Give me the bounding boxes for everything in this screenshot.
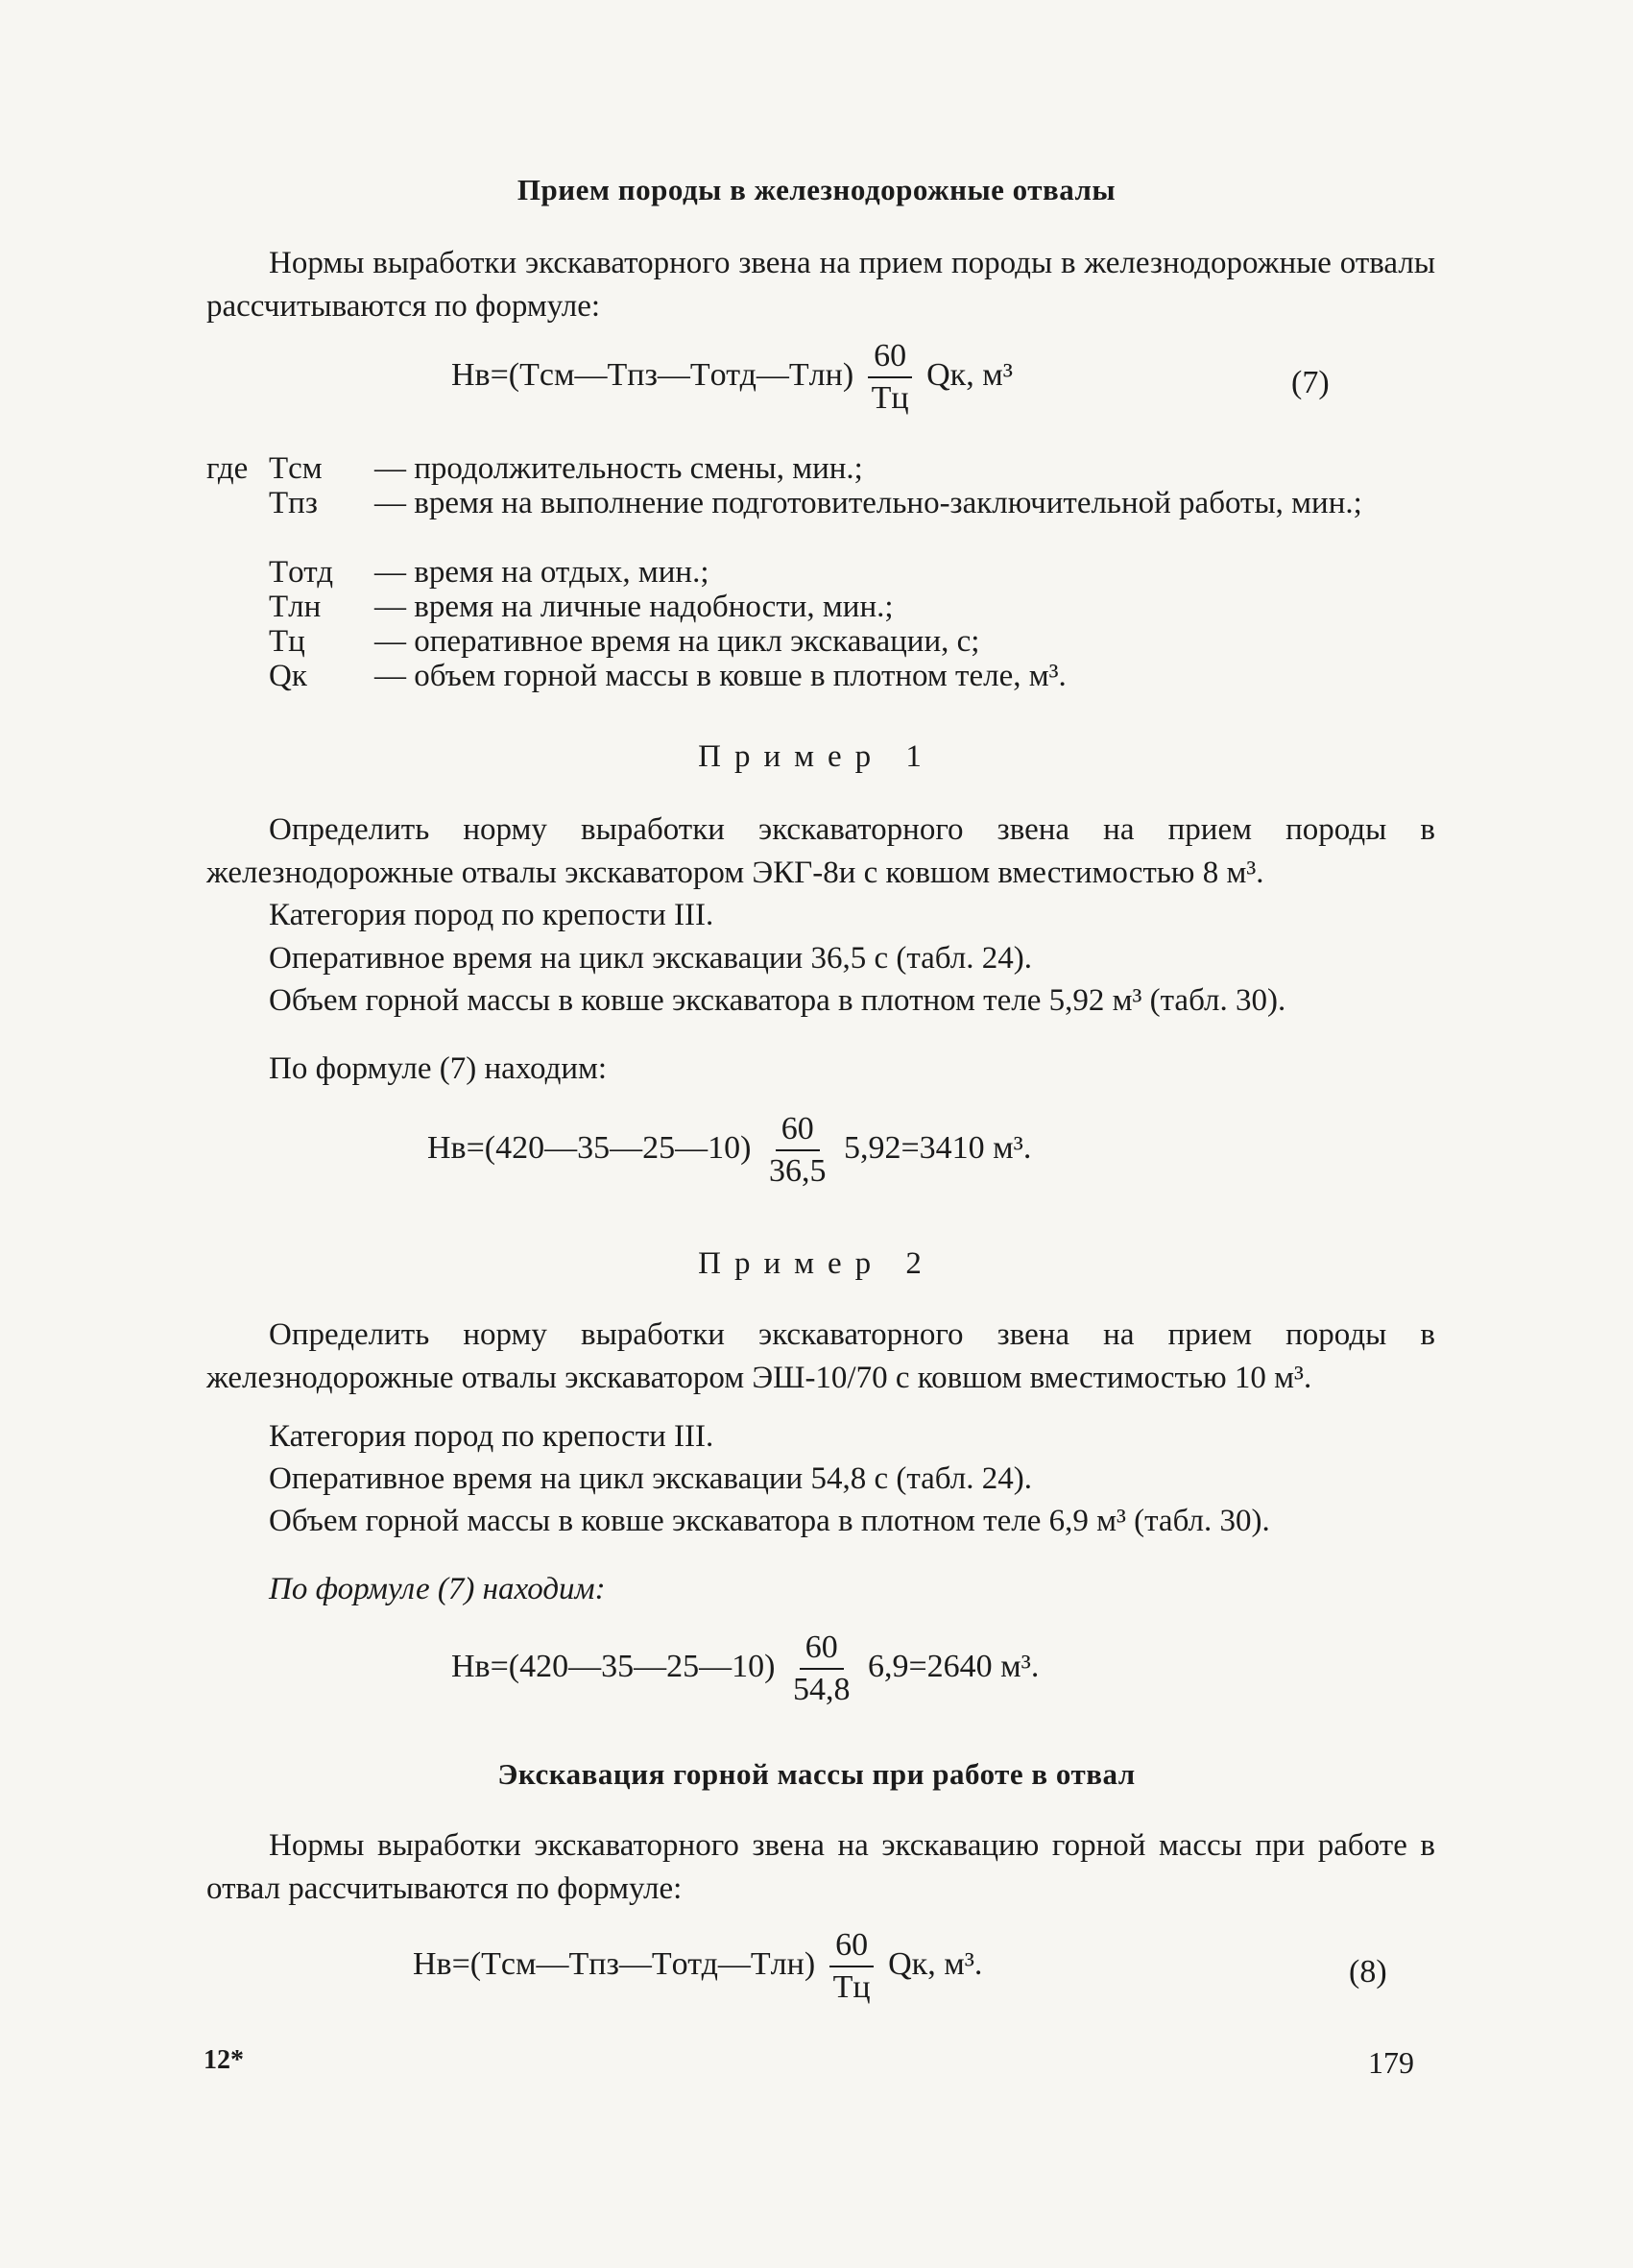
signature-mark: 12* bbox=[204, 2045, 244, 2075]
example-1-optime: Оперативное время на цикл экскавации 36,5 с (табл. 24). bbox=[269, 941, 1032, 976]
where-row bbox=[206, 451, 1435, 486]
example-2-task: Определить норму выработки экскаваторного звена на прием породы в железнодорожные отвалы экскаватором ЭШ-10/70 с ковшом вместимостью 10 м³. bbox=[206, 1317, 1435, 1395]
example-1-formula-left: Hв=(420—35—25—10) bbox=[427, 1129, 752, 1166]
equation-number-7: (7) bbox=[1291, 365, 1330, 400]
where-row bbox=[206, 659, 1435, 693]
formula-8-denominator: Tц bbox=[832, 1969, 871, 2005]
formula-7-right: Qк, м³ bbox=[926, 356, 1013, 393]
where-description: — продолжительность смены, мин.; bbox=[374, 451, 863, 486]
example-2-category: Категория пород по крепости III. bbox=[269, 1419, 714, 1454]
formula-8-fraction bbox=[828, 1925, 877, 2008]
example-1-find: По формуле (7) находим: bbox=[269, 1051, 608, 1086]
where-description: — оперативное время на цикл экскавации, с; bbox=[374, 624, 980, 659]
formula-7-fraction bbox=[866, 336, 915, 419]
where-row bbox=[206, 624, 1435, 659]
section-2-intro: Нормы выработки экскаваторного звена на экскавацию горной массы при работе в отвал рассчитываются по формуле: bbox=[206, 1828, 1435, 1906]
formula-8-right: Qк, м³. bbox=[888, 1945, 983, 1982]
where-row bbox=[206, 590, 1435, 624]
example-2-fraction bbox=[787, 1628, 856, 1710]
example-2-optime: Оперативное время на цикл экскавации 54,8 с (табл. 24). bbox=[269, 1461, 1032, 1496]
page-number: 179 bbox=[1368, 2045, 1414, 2080]
formula-7-denominator: Tц bbox=[871, 380, 909, 416]
example-2-formula-right: 6,9=2640 м³. bbox=[867, 1648, 1040, 1684]
where-symbol: Tпз bbox=[269, 486, 318, 520]
where-symbol: Tотд bbox=[269, 555, 333, 590]
where-lead: где bbox=[206, 451, 249, 486]
where-row bbox=[206, 555, 1435, 590]
where-symbol: Tлн bbox=[269, 590, 322, 624]
section-heading-excavation: Экскавация горной массы при работе в отвал bbox=[497, 1757, 1136, 1791]
example-1-title: Пример 1 bbox=[698, 739, 935, 774]
where-symbol: Qк bbox=[269, 659, 307, 693]
example-1-volume: Объем горной массы в ковше экскаватора в плотном теле 5,92 м³ (табл. 30). bbox=[269, 983, 1286, 1018]
example-1-task: Определить норму выработки экскаваторного звена на прием породы в железнодорожные отвалы экскаватором ЭКГ-8и с ковшом вместимостью 8 м³. bbox=[206, 812, 1435, 890]
section-heading-dumps: Прием породы в железнодорожные отвалы bbox=[516, 173, 1117, 206]
example-1-category: Категория пород по крепости III. bbox=[269, 898, 714, 932]
example-1-fraction bbox=[763, 1109, 832, 1192]
where-description: — объем горной массы в ковше в плотном теле, м³. bbox=[374, 659, 1067, 693]
formula-8-left: Hв=(Tсм—Tпз—Tотд—Tлн) bbox=[413, 1945, 816, 1982]
formula-7 bbox=[451, 336, 1013, 419]
formula-7-numerator: 60 bbox=[868, 336, 912, 378]
where-description: — время на выполнение подготовительно-заключительной работы, мин.; bbox=[374, 486, 1362, 520]
formula-8-numerator: 60 bbox=[829, 1925, 874, 1967]
example-2-formula-left: Hв=(420—35—25—10) bbox=[451, 1648, 776, 1684]
example-2-formula bbox=[451, 1628, 1039, 1710]
formula-8 bbox=[413, 1925, 982, 2008]
example-2-denominator: 54,8 bbox=[792, 1672, 851, 1707]
example-1-formula bbox=[427, 1109, 1031, 1192]
example-1-formula-right: 5,92=3410 м³. bbox=[843, 1129, 1032, 1166]
where-description: — время на отдых, мин.; bbox=[374, 555, 709, 590]
example-1-denominator: 36,5 bbox=[768, 1153, 827, 1189]
formula-7-left: Hв=(Tсм—Tпз—Tотд—Tлн) bbox=[451, 356, 854, 393]
example-1-numerator: 60 bbox=[776, 1109, 820, 1151]
example-2-find: По формуле (7) находим: bbox=[269, 1572, 606, 1606]
where-row bbox=[206, 486, 1435, 555]
example-2-volume: Объем горной массы в ковше экскаватора в плотном теле 6,9 м³ (табл. 30). bbox=[269, 1504, 1270, 1538]
example-2-title: Пример 2 bbox=[698, 1246, 935, 1281]
equation-number-8: (8) bbox=[1349, 1954, 1387, 1990]
where-symbol: Tсм bbox=[269, 451, 323, 486]
example-2-numerator: 60 bbox=[800, 1628, 844, 1670]
intro-paragraph: Нормы выработки экскаваторного звена на прием породы в железнодорожные отвалы рассчитываются по формуле: bbox=[206, 246, 1435, 324]
where-symbol: Tц bbox=[269, 624, 305, 659]
where-description: — время на личные надобности, мин.; bbox=[374, 590, 894, 624]
